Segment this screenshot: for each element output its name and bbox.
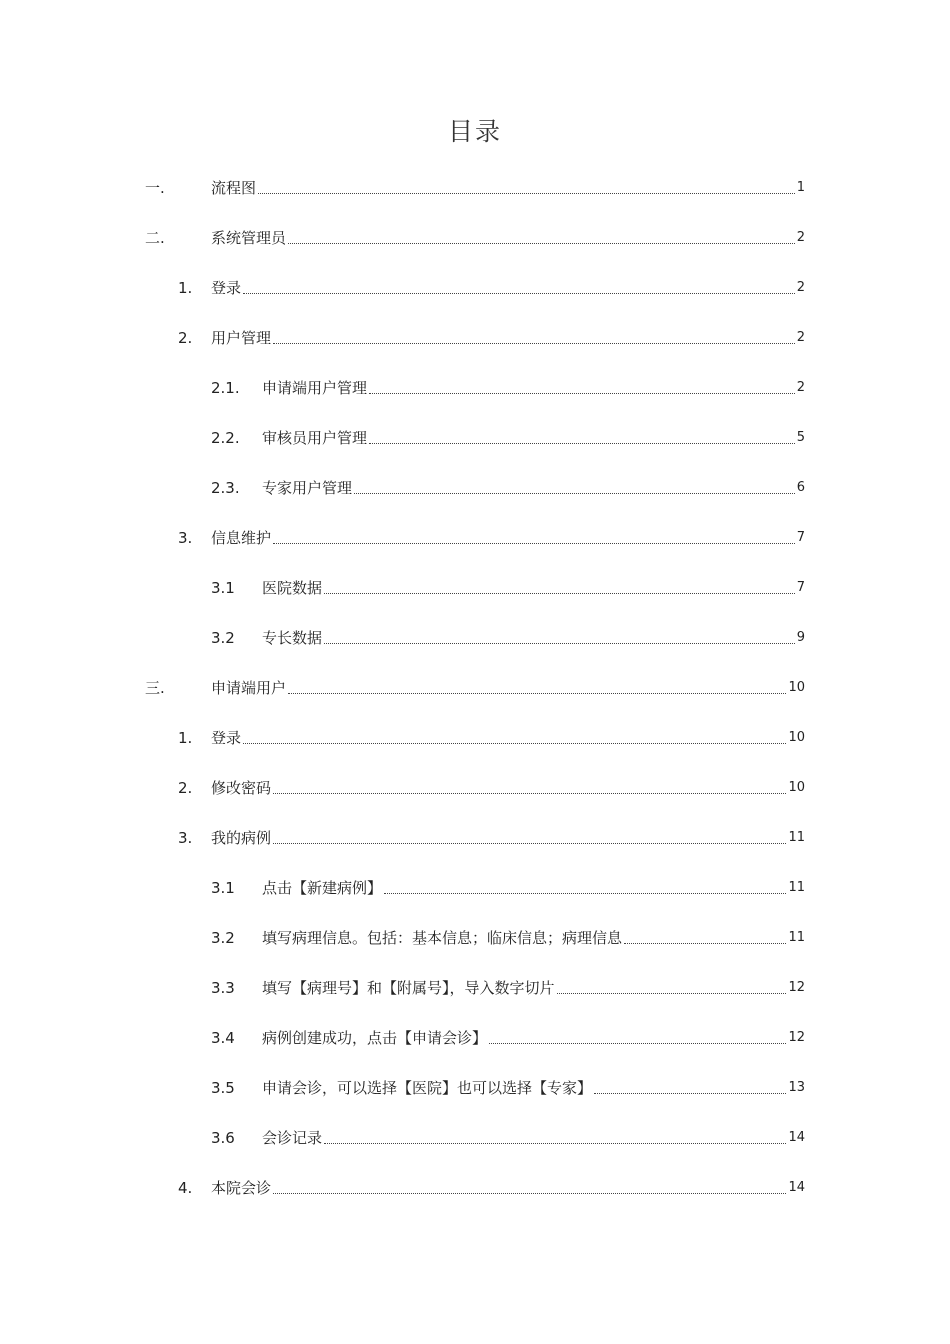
toc-number: 三. <box>145 679 165 697</box>
toc-number: 1. <box>178 279 193 297</box>
toc-page-number: 11 <box>788 830 805 845</box>
toc-entry-request-consultation[interactable] <box>211 1076 805 1100</box>
toc-label: 登录 <box>211 729 242 747</box>
toc-number: 3.1 <box>211 579 235 597</box>
toc-entry-user-management[interactable] <box>178 326 805 350</box>
toc-page-number: 7 <box>796 580 805 595</box>
dot-leader <box>273 842 786 844</box>
toc-entry-admin-login[interactable] <box>178 276 805 300</box>
toc-number: 2. <box>178 779 193 797</box>
toc-entry-expert-user-management[interactable] <box>211 476 805 500</box>
dot-leader <box>243 292 795 294</box>
toc-label: 填写【病理号】和【附属号】，导入数字切片 <box>262 979 555 997</box>
dot-leader <box>489 1042 786 1044</box>
toc-entry-case-created[interactable] <box>211 1026 805 1050</box>
toc-entry-hospital-data[interactable] <box>211 576 805 600</box>
toc-label: 专长数据 <box>262 629 323 647</box>
toc-entry-import-slides[interactable] <box>211 976 805 1000</box>
dot-leader <box>288 242 795 244</box>
toc-page-number: 13 <box>788 1080 805 1095</box>
dot-leader <box>273 1192 786 1194</box>
dot-leader <box>243 742 786 744</box>
toc-entry-hospital-consultation[interactable] <box>178 1176 805 1200</box>
toc-entry-my-cases[interactable] <box>178 826 805 850</box>
toc-entry-system-admin[interactable] <box>145 226 805 250</box>
toc-number: 3.1 <box>211 879 235 897</box>
toc-entry-applicant-user[interactable] <box>145 676 805 700</box>
toc-number: 3. <box>178 529 193 547</box>
toc-title: 目录 <box>447 117 502 146</box>
toc-page-number: 2 <box>796 230 805 245</box>
toc-page-number: 10 <box>788 680 805 695</box>
toc-label: 流程图 <box>211 179 257 197</box>
toc-entry-specialty-data[interactable] <box>211 626 805 650</box>
toc-entry-flowchart[interactable] <box>145 176 805 200</box>
dot-leader <box>594 1092 786 1094</box>
toc-label: 修改密码 <box>211 779 272 797</box>
toc-page-number: 10 <box>788 780 805 795</box>
toc-entry-change-password[interactable] <box>178 776 805 800</box>
toc-entry-reviewer-user-management[interactable] <box>211 426 805 450</box>
toc-entry-applicant-user-management[interactable] <box>211 376 805 400</box>
toc-number: 3. <box>178 829 193 847</box>
dot-leader <box>273 542 795 544</box>
toc-page-number: 14 <box>788 1130 805 1145</box>
toc-number: 一. <box>145 179 165 197</box>
dot-leader <box>354 492 795 494</box>
dot-leader <box>273 342 795 344</box>
dot-leader <box>384 892 786 894</box>
toc-label: 信息维护 <box>211 529 272 547</box>
toc-number: 2.1. <box>211 379 240 397</box>
toc-label: 用户管理 <box>211 329 272 347</box>
toc-label: 医院数据 <box>262 579 323 597</box>
toc-number: 3.2 <box>211 629 235 647</box>
dot-leader <box>624 942 786 944</box>
toc-page-number: 11 <box>788 880 805 895</box>
toc-number: 2.2. <box>211 429 240 447</box>
toc-number: 1. <box>178 729 193 747</box>
toc-page-number: 10 <box>788 730 805 745</box>
toc-entry-applicant-login[interactable] <box>178 726 805 750</box>
toc-label: 专家用户管理 <box>262 479 353 497</box>
toc-entry-new-case[interactable] <box>211 876 805 900</box>
toc-number: 2.3. <box>211 479 240 497</box>
toc-label: 我的病例 <box>211 829 272 847</box>
toc-number: 3.6 <box>211 1129 235 1147</box>
toc-number: 3.3 <box>211 979 235 997</box>
toc-page-number: 11 <box>788 930 805 945</box>
toc-page-number: 14 <box>788 1180 805 1195</box>
toc-number: 4. <box>178 1179 193 1197</box>
toc-label: 病例创建成功，点击【申请会诊】 <box>262 1029 488 1047</box>
toc-page-number: 12 <box>788 980 805 995</box>
toc-label: 会诊记录 <box>262 1129 323 1147</box>
toc-page-number: 2 <box>796 380 805 395</box>
toc-label: 填写病理信息。包括：基本信息；临床信息；病理信息 <box>262 929 623 947</box>
toc-number: 3.2 <box>211 929 235 947</box>
dot-leader <box>369 392 795 394</box>
toc-page-number: 1 <box>796 180 805 195</box>
toc-label: 审核员用户管理 <box>262 429 368 447</box>
dot-leader <box>273 792 786 794</box>
dot-leader <box>324 642 795 644</box>
toc-entry-consultation-records[interactable] <box>211 1126 805 1150</box>
toc-page-number: 7 <box>796 530 805 545</box>
toc-number: 二. <box>145 229 165 247</box>
toc-label: 申请会诊，可以选择【医院】也可以选择【专家】 <box>262 1079 593 1097</box>
dot-leader <box>369 442 795 444</box>
toc-entry-info-maintenance[interactable] <box>178 526 805 550</box>
toc-page-number: 5 <box>796 430 805 445</box>
dot-leader <box>288 692 786 694</box>
toc-page-number: 9 <box>796 630 805 645</box>
toc-page-number: 6 <box>796 480 805 495</box>
dot-leader <box>557 992 787 994</box>
toc-page-number: 12 <box>788 1030 805 1045</box>
toc-label: 申请端用户管理 <box>262 379 368 397</box>
toc-number: 3.5 <box>211 1079 235 1097</box>
toc-page-number: 2 <box>796 280 805 295</box>
toc-entry-fill-pathology-info[interactable] <box>211 926 805 950</box>
dot-leader <box>324 592 795 594</box>
dot-leader <box>324 1142 786 1144</box>
toc-label: 申请端用户 <box>211 679 287 697</box>
toc-label: 本院会诊 <box>211 1179 272 1197</box>
toc-number: 3.4 <box>211 1029 235 1047</box>
dot-leader <box>258 192 795 194</box>
toc-page-number: 2 <box>796 330 805 345</box>
toc-label: 系统管理员 <box>211 229 287 247</box>
toc-label: 登录 <box>211 279 242 297</box>
toc-number: 2. <box>178 329 193 347</box>
toc-label: 点击【新建病例】 <box>262 879 383 897</box>
